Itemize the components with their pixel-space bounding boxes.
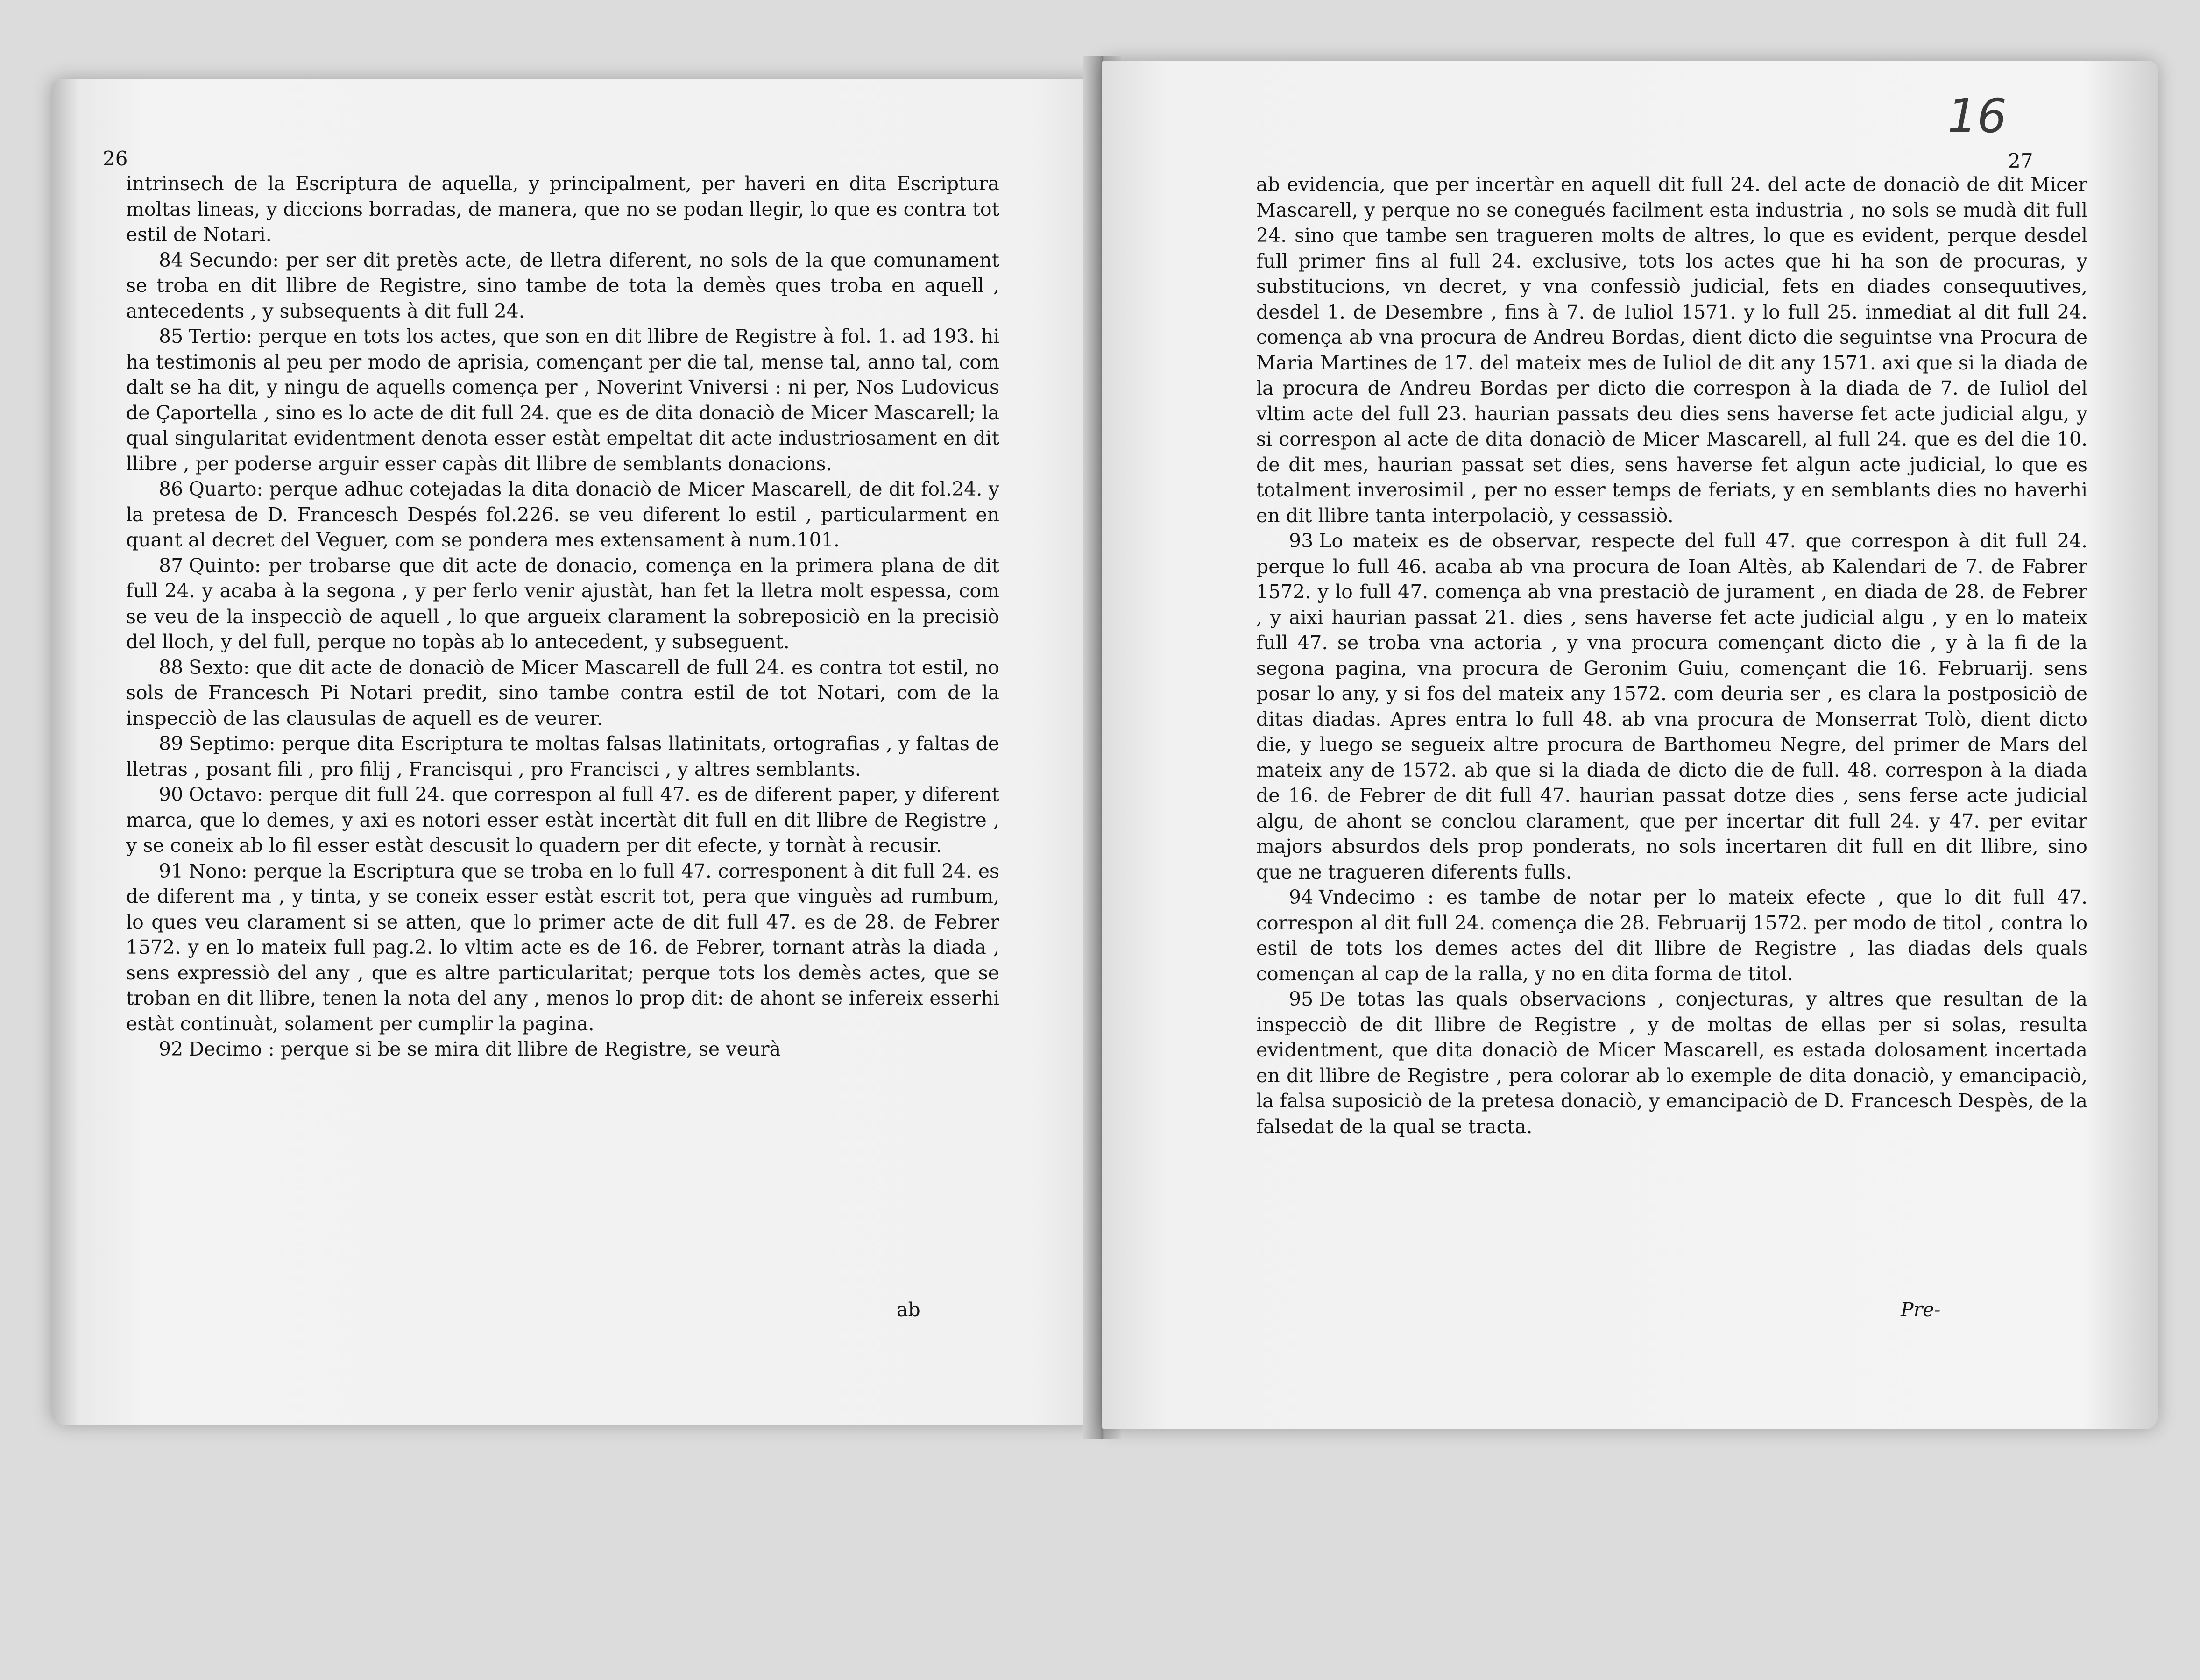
- paragraph-text: Septimo: perque dita Escriptura te moltas falsas llatinitats, ortografias , y faltas de lletras , posant fili , pro filij , Francisqui , pro Francisci , y altres semblants.: [126, 732, 999, 780]
- paragraph-87: [126, 553, 999, 655]
- paragraph-number: 94: [1289, 886, 1314, 908]
- paragraph-text: Sexto: que dit acte de donaciò de Micer Mascarell de full 24. es contra tot estil, no sols de Francesch Pi Notari predit, sino tambe contra estil de tot Notari, com de la inspecciò de las clausulas de aquell es de veurer.: [126, 656, 999, 730]
- catchword-left: ab: [897, 1298, 920, 1321]
- paragraph-number: 88: [159, 656, 184, 679]
- paragraph-text: De totas las quals observacions , conjecturas, y altres que resultan de la inspecciò de dit llibre de Registre , y de moltas de ellas per si solas, resulta evidentment, que dita donaciò de Micer Mascarell, es estada dolosament incertada en dit llibre de Registre , pera colorar ab lo exemple de dita donaciò, y emancipaciò, la falsa suposiciò de la pretesa donaciò, y emancipaciò de D. Francesch Despès, de la falsedat de la qual se tracta.: [1256, 988, 2087, 1138]
- catchword-right: Pre-: [1901, 1298, 1941, 1321]
- left-page: [51, 79, 1097, 1425]
- paragraph-93: [1256, 528, 2087, 885]
- paragraph-number: 86: [159, 478, 184, 500]
- paragraph-88: [126, 655, 999, 731]
- paragraph-number: 90: [159, 783, 184, 806]
- paragraph-94: [1256, 885, 2087, 986]
- right-page-text: [1256, 172, 2087, 1139]
- page-number-left: 26: [103, 147, 128, 170]
- paragraph-text: Secundo: per ser dit pretès acte, de lletra diferent, no sols de la que comunament se troba en dit llibre de Registre, sino tambe de tota la demès ques troba en aquell , antecedents , y subsequents à dit full 24.: [126, 248, 999, 322]
- paragraph-number: 91: [159, 859, 184, 882]
- folio-mark: 16: [1947, 89, 2007, 143]
- paragraph-86: [126, 476, 999, 553]
- paragraph-text: Quinto: per trobarse que dit acte de donacio, comença en la primera plana de dit full 24. y acaba à la segona , y per ferlo venir ajustàt, han fet la lletra molt espessa, com se veu de la inspecciò de aquell , lo que argueix clarament la sobreposiciò en la precisiò del lloch, y del full, perque no topàs ab lo antecedent, y subseguent.: [126, 554, 999, 653]
- paragraph-number: 87: [159, 554, 184, 577]
- paragraph-continuation: [126, 171, 999, 248]
- paragraph-number: 92: [159, 1038, 184, 1060]
- paragraph-text: Tertio: perque en tots los actes, que son en dit llibre de Registre à fol. 1. ad 193. hi ha testimonis al peu per modo de aprisia, començant per die tal, mense tal, anno tal, com dalt se ha dit, y ningu de aquells comença per , Noverint Vniversi : ni per, Nos Ludovicus de Çaportella , sino es lo acte de dit full 24. que es de dita donaciò de Micer Mascarell; la qual singularitat evidentment denota esser estàt empeltat dit acte industriosament en dit llibre , per poderse arguir esser capàs dit llibre de semblants donacions.: [126, 325, 999, 475]
- right-page: [1102, 61, 2158, 1429]
- paragraph-text: Decimo : perque si be se mira dit llibre de Registre, se veurà: [189, 1038, 781, 1060]
- paragraph-92: [126, 1036, 999, 1062]
- paragraph-text: Lo mateix es de observar, respecte del full 47. que correspon à dit full 24. perque lo full 46. acaba ab vna procura de Ioan Altès, ab Kalendari de 7. de Fabrer 1572. y lo full 47. comença ab vna prestaciò de jurament , en diada de 28. de Febrer , y aixi haurian passat 21. dies , sens haverse fet acte judicial algu , y en lo mateix full 47. se troba vna actoria , y vna procura començant dicto die , y à la fi de la segona pagina, vna procura de Geronim Guiu, començant die 16. Februarij. sens posar lo any, y si fos del mateix any 1572. com deuria ser , es clara la postposiciò de ditas diadas. Apres entra lo full 48. ab vna procura de Monserrat Tolò, dient dicto die, y luego se segueix altre procura de Barthomeu Negre, del primer de Mars del mateix any de 1572. ab que si la diada de dicto die de full. 48. correspon à la diada de 16. de Febrer de dit full 47. haurian passat dotze dies , sens ferse acte judicial algu, de ahont se conclou clarament, que per incertar dit full 24. y 47. per evitar majors absurdos dels prop ponderats, no sols incertaren dit full en dit llibre, sino que ne tragueren diferents fulls.: [1256, 530, 2087, 883]
- paragraph-91: [126, 858, 999, 1037]
- paragraph-text: Octavo: perque dit full 24. que correspon al full 47. es de diferent paper, y diferent marca, que lo demes, y axi es notori esser estàt incertàt dit full en dit llibre de Registre , y se coneix ab lo fil esser estàt descusit lo quadern per dit efecte, y tornàt à recusir.: [126, 783, 999, 857]
- paragraph-text: ab evidencia, que per incertàr en aquell dit full 24. del acte de donaciò de dit Micer Mascarell, y perque no se conegués facilment esta industria , no sols se mudà dit full 24. sino que tambe sen tragueren molts de altres, lo que es evident, perque desdel full primer fins al full 24. exclusive, tots los actes que hi ha son de procuras, y substitucions, vn decret, y vna confessiò judicial, fets en diades consequutives, desdel 1. de Desembre , fins à 7. de Iuliol 1571. y lo full 25. inmediat al dit full 24. comença ab vna procura de Andreu Bordas, dient dicto die seguintse vna Procura de Maria Martines de 17. del mateix mes de Iuliol de dit any 1571. axi que si la diada de la procura de Andreu Bordas per dicto die correspon à la diada de 7. de Iuliol del vltim acte del full 23. haurian passats deu dies sens haverse fet acte judicial algu, y si correspon al acte de dita donaciò de Micer Mascarell, al full 24. que es del die 10. de dit mes, haurian passat set dies, sens haverse fet algun acte judicial, lo que es totalment inverosimil , per no esser temps de feriats, y en semblants dies no haverhi en dit llibre tanta interpolaciò, y cessassiò.: [1256, 173, 2087, 527]
- paragraph-text: intrinsech de la Escriptura de aquella, y principalment, per haveri en dita Escriptura moltas lineas, y diccions borradas, de manera, que no se podan llegir, lo que es contra tot estil de Notari.: [126, 172, 999, 246]
- paragraph-number: 84: [159, 248, 184, 271]
- paragraph-89: [126, 731, 999, 782]
- paragraph-number: 89: [159, 732, 184, 755]
- paragraph-number: 93: [1289, 530, 1314, 552]
- paragraph-90: [126, 782, 999, 858]
- left-page-text: [126, 171, 999, 1062]
- paragraph-continuation: [1256, 172, 2087, 528]
- paragraph-text: Nono: perque la Escriptura que se troba en lo full 47. corresponent à dit full 24. es de diferent ma , y tinta, y se coneix esser estàt escrit tot, pera que vinguès ad rumbum, lo ques veu clarament si se atten, que lo primer acte de dit full 47. es de 28. de Febrer 1572. y en lo mateix full pag.2. lo vltim acte es de 16. de Febrer, tornant atràs la diada , sens expressiò del any , que es altre particularitat; perque tots los demès actes, que se troban en dit llibre, tenen la nota del any , menos lo prop dit: de ahont se infereix esserhi estàt continuàt, solament per cumplir la pagina.: [126, 859, 999, 1035]
- paragraph-95: [1256, 986, 2087, 1139]
- page-number-right: 27: [2008, 149, 2033, 172]
- paragraph-number: 95: [1289, 988, 1314, 1010]
- paragraph-text: Vndecimo : es tambe de notar per lo mateix efecte , que lo dit full 47. correspon al dit full 24. comença die 28. Februarij 1572. per modo de titol , contra lo estil de tots los demes actes del dit llibre de Registre , las diadas dels quals començan al cap de la ralla, y no en dita forma de titol.: [1256, 886, 2087, 985]
- paragraph-text: Quarto: perque adhuc cotejadas la dita donaciò de Micer Mascarell, de dit fol.24. y la pretesa de D. Francesch Despés fol.226. se veu diferent lo estil , particularment en quant al decret del Veguer, com se pondera mes extensament à num.101.: [126, 478, 999, 551]
- paragraph-84: [126, 248, 999, 324]
- paragraph-number: 85: [159, 325, 184, 347]
- paragraph-85: [126, 324, 999, 476]
